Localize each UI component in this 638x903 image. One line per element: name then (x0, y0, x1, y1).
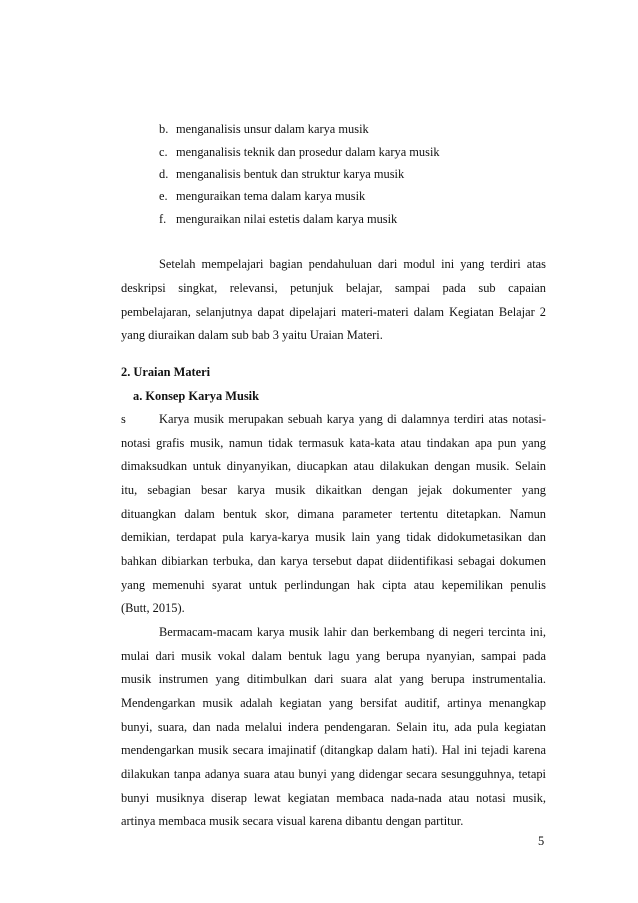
paragraph-line: Bermacam-macam karya musik lahir dan berkembang di negeri tercinta ini, (159, 625, 546, 639)
paragraph-line: artinya membaca musik secara visual karena dibantu dengan partitur. (121, 814, 464, 828)
paragraph-line: dituangkan dalam bentuk skor, dimana parameter tertentu ditetapkan. Namun (121, 507, 546, 521)
paragraph-line: bunyi musiknya diserap lewat kegiatan membaca nada-nada atau notasi musik, (121, 791, 546, 805)
paragraph-line: pembelajaran, selanjutnya dapat dipelajari materi-materi dalam Kegiatan Belajar 2 (121, 305, 546, 319)
paragraph-line: notasi grafis musik, namun tidak termasuk kata-kata atau tindakan apa pun yang (121, 436, 546, 450)
paragraph-line: Setelah mempelajari bagian pendahuluan dari modul ini yang terdiri atas (159, 257, 546, 271)
paragraph-line: bunyi, suara, dan nada melalui indera pendengaran. Selain itu, ada pula kegiatan (121, 720, 546, 734)
list-item-text: menguraikan nilai estetis dalam karya musik (176, 212, 398, 226)
paragraph-line: Karya musik merupakan sebuah karya yang di dalamnya terdiri atas notasi- (159, 412, 546, 426)
list-marker: e. (159, 189, 168, 203)
list-marker: b. (159, 122, 169, 136)
list-marker: f. (159, 212, 167, 226)
paragraph-line: mendengarkan musik secara imajinatif (ditangkap dalam hati). Hal ini tejadi karena (121, 743, 546, 757)
list-item-text: menganalisis unsur dalam karya musik (176, 122, 369, 136)
stray-mark: s (121, 412, 126, 426)
paragraph-line: (Butt, 2015). (121, 601, 185, 615)
section-heading: 2. Uraian Materi (121, 365, 211, 379)
paragraph-line: bahkan dibiarkan terbuka, dan karya tersebut dapat diidentifikasi sebagai dokumen (121, 554, 546, 568)
paragraph-line: demikian, terdapat pula karya-karya musik lain yang tidak didokumetasikan dan (121, 530, 546, 544)
paragraph-line: musik instrumen yang ditimbulkan dari suara alat yang berupa instrumentalia. (121, 672, 546, 686)
page-number: 5 (538, 834, 545, 848)
paragraph-line: Mendengarkan musik adalah kegiatan yang bersifat auditif, artinya menangkap (121, 696, 546, 710)
paragraph-line: mulai dari musik vokal dalam bentuk lagu yang berupa nyanyian, sampai pada (121, 649, 546, 663)
paragraph-line: itu, sebagian besar karya musik dikaitkan dengan jejak dokumenter yang (121, 483, 546, 497)
paragraph-line: yang diuraikan dalam sub bab 3 yaitu Uraian Materi. (121, 328, 383, 342)
list-marker: d. (159, 167, 169, 181)
list-item-text: menguraikan tema dalam karya musik (176, 189, 366, 203)
list-marker: c. (159, 145, 168, 159)
paragraph-line: yang memenuhi syarat untuk perlindungan hak cipta atau kepemilikan penulis (121, 578, 546, 592)
subsection-heading: a. Konsep Karya Musik (133, 389, 259, 403)
paragraph-line: dilakukan tanpa adanya suara atau bunyi yang didengar secara sesungguhnya, tetapi (121, 767, 546, 781)
list-item-text: menganalisis teknik dan prosedur dalam karya musik (176, 145, 440, 159)
paragraph-line: dimaksudkan untuk dinyanyikan, diucapkan atau dilakukan dengan musik. Selain (121, 459, 546, 473)
list-item-text: menganalisis bentuk dan struktur karya musik (176, 167, 405, 181)
paragraph-line: deskripsi singkat, relevansi, petunjuk belajar, sampai pada sub capaian (121, 281, 546, 295)
